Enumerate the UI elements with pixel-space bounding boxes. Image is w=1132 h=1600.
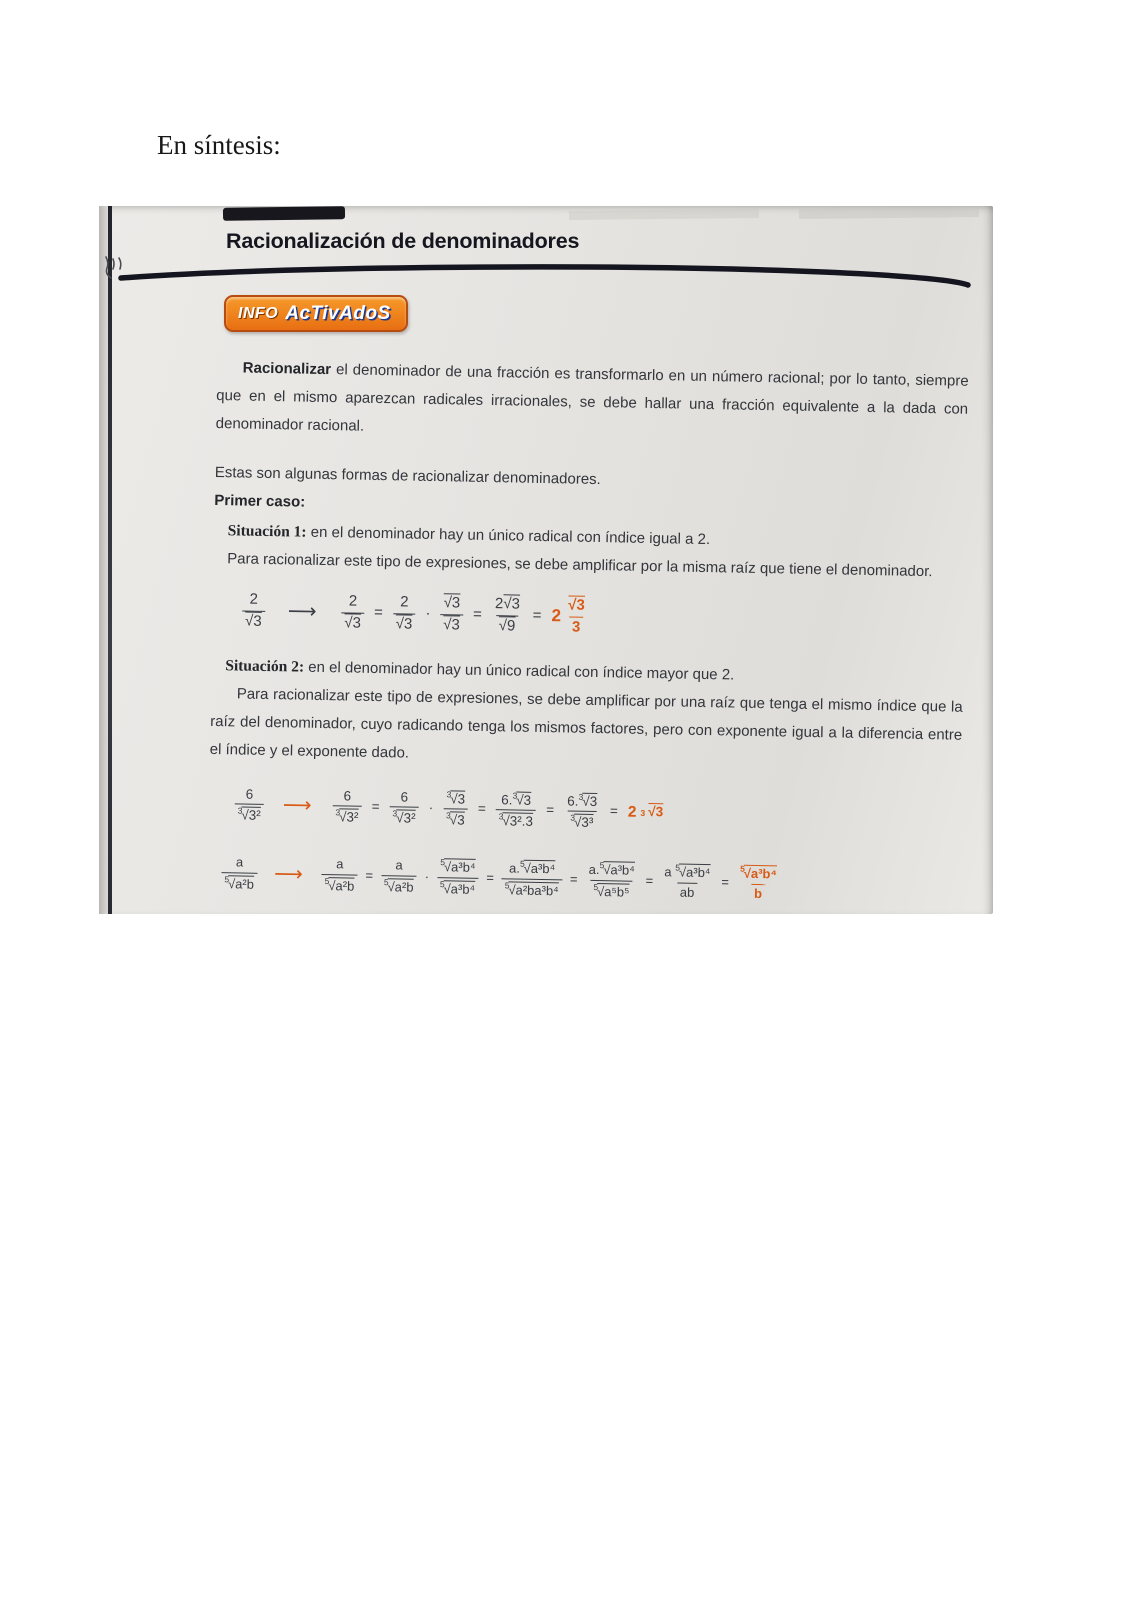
equals-sign: = (569, 871, 578, 887)
times-dot: · (428, 800, 434, 816)
numerator: 2 (249, 590, 259, 608)
divider-swoosh (117, 262, 975, 292)
fraction (381, 856, 417, 896)
root-index: 5 (504, 879, 510, 890)
numerator (492, 594, 523, 615)
denominator (496, 615, 519, 637)
numerator (564, 790, 600, 812)
radical: √3 (568, 596, 585, 614)
equals-sign: = (477, 801, 486, 817)
numerator (443, 788, 468, 809)
times-dot: · (424, 868, 430, 884)
fraction (392, 592, 415, 635)
scan-body (207, 354, 969, 907)
root-index: 5 (599, 860, 605, 871)
root-index: 3 (446, 788, 452, 799)
equals-sign: = (721, 874, 730, 890)
equals-sign: = (472, 605, 482, 623)
radical: √a⁵b⁵ (596, 883, 630, 900)
radical: √3 (648, 804, 664, 820)
fraction (234, 785, 264, 826)
root-index: 3 (570, 812, 576, 824)
fraction (661, 861, 714, 901)
root-index: 3 (446, 810, 451, 821)
denominator (389, 807, 419, 829)
math-row-situacion2-cuberoot (208, 783, 961, 840)
denominator (590, 879, 632, 901)
root-index: 5 (440, 857, 446, 868)
fraction (341, 591, 364, 634)
root-index: 5 (675, 862, 681, 873)
page-title: En síntesis: (157, 130, 281, 160)
root-index: 5 (383, 876, 389, 887)
root-index: 5 (224, 873, 230, 884)
fraction (491, 594, 523, 637)
radical: √3² (241, 807, 261, 824)
faded-header-smudge (799, 207, 979, 219)
radical: √3² (395, 810, 416, 827)
coefficient: a. (588, 862, 600, 878)
radical: √3 (516, 792, 532, 808)
denominator (341, 612, 364, 634)
fraction (443, 788, 468, 831)
radical: √3 (344, 614, 362, 632)
numerator (565, 595, 588, 616)
arrow-icon: ⟶ (273, 862, 304, 886)
root-index: 5 (439, 878, 445, 889)
denominator (242, 610, 265, 632)
fraction (332, 787, 362, 828)
section-title: Racionalización de denominadores (226, 229, 580, 253)
root-index: 3 (498, 811, 504, 822)
denominator: ab (677, 882, 698, 902)
coefficient: 2 (627, 803, 637, 821)
numerator: 2 (400, 593, 409, 611)
radical: √a³b⁴ (443, 859, 476, 876)
primer-caso-heading: Primer caso: (214, 491, 306, 511)
intro-text: el denominador de una fracción es transformarlo en un número racional; por lo tanto, siempre que en el mismo aparezcan radicales irracionales, se debe hallar una fracción equivalente a la dada con denominador racional. (215, 361, 969, 435)
situacion2-text: en el denominador hay un único radical con índice mayor que 2. (303, 658, 735, 684)
root-index: 5 (519, 858, 525, 869)
badge-info-label: INFO (238, 304, 279, 322)
numerator: a (336, 856, 344, 872)
equals-sign: = (645, 872, 654, 888)
numerator (506, 858, 558, 879)
radical: √a³b⁴ (523, 860, 556, 877)
root-index: 3 (335, 807, 341, 818)
numerator: 6 (400, 788, 409, 805)
radical: √a²b (227, 875, 255, 892)
radical: √3 (582, 793, 598, 809)
fraction (565, 595, 588, 638)
header-bar-fragment (223, 206, 345, 221)
radical: √a³b⁴ (443, 880, 476, 897)
radical: √a²b (328, 877, 355, 894)
radical: √3² (338, 809, 359, 826)
radical: √9 (498, 616, 516, 635)
fraction (440, 593, 463, 636)
situacion1-label: Situación 1: (227, 522, 307, 541)
badge-activados-label: AcTivAdoS (285, 302, 391, 324)
result-expression (551, 595, 588, 638)
denominator (440, 614, 463, 636)
denominator (321, 874, 357, 896)
radical: √3³ (573, 814, 594, 831)
fraction (389, 788, 419, 829)
radical: √3².3 (502, 813, 534, 830)
denominator: b (751, 883, 765, 903)
arrow-icon: ⟶ (282, 794, 312, 818)
root-index: 5 (593, 881, 599, 892)
numerator: a (395, 857, 403, 873)
numerator (440, 593, 463, 614)
radical: √3 (395, 615, 413, 633)
numerator: a (235, 854, 244, 870)
fraction (437, 856, 479, 898)
radical: √a²ba³b⁴ (508, 881, 559, 898)
radical: √a³b⁴ (743, 865, 778, 882)
root-index: 5 (324, 875, 330, 886)
radical: √3 (244, 612, 262, 630)
intro-paragraph (215, 354, 968, 452)
math-row-situacion1 (212, 589, 965, 645)
coefficient: 6. (501, 791, 513, 807)
coefficient: 2 (551, 605, 562, 626)
denominator (392, 613, 415, 635)
intro-lead-word: Racionalizar (242, 359, 332, 379)
radical: √a³b⁴ (678, 864, 711, 881)
denominator: 3 (569, 616, 584, 638)
coefficient: 2 (494, 595, 504, 613)
equals-sign: = (365, 867, 374, 883)
radical: √3 (443, 615, 460, 634)
equals-sign: = (609, 803, 619, 819)
situacion1-text: en el denominador hay un único radical con índice igual a 2. (306, 523, 711, 549)
fraction (737, 863, 781, 903)
radical: √3 (450, 790, 466, 807)
equals-sign: = (532, 606, 542, 624)
numerator (498, 789, 534, 811)
numerator: 6 (245, 786, 254, 802)
numerator: 2 (348, 592, 358, 610)
info-activados-badge (224, 295, 408, 332)
equals-sign: = (546, 802, 555, 818)
book-spine (108, 206, 112, 914)
textbook-scan (99, 206, 993, 914)
fraction (221, 853, 257, 893)
root-index: 3 (392, 808, 398, 819)
math-row-situacion2-fifthroot (207, 852, 960, 907)
denominator (221, 872, 257, 894)
fraction (564, 790, 601, 833)
numerator (737, 863, 780, 884)
radical: √3 (449, 812, 465, 828)
situacion1-note: Para racionalizar este tipo de expresiones, se debe amplificar por la misma raíz que tiene el denominador. (227, 550, 933, 581)
times-dot: · (425, 604, 431, 622)
coefficient: a (664, 864, 672, 880)
root-index: 3 (237, 805, 243, 816)
root-index: 3 (512, 789, 518, 801)
root-index: 3 (640, 807, 646, 818)
numerator (661, 861, 713, 882)
result-expression (628, 803, 664, 823)
forms-line: Estas son algunas formas de racionalizar denominadores. (214, 463, 601, 489)
equals-sign: = (371, 799, 380, 815)
fraction (242, 590, 265, 633)
radical: √a²b (387, 878, 414, 895)
coefficient: a. (508, 860, 521, 876)
arrow-icon: ⟶ (287, 600, 317, 623)
radical: √3 (443, 594, 461, 612)
denominator (443, 809, 468, 831)
coefficient: 6. (567, 792, 579, 809)
fraction (502, 858, 563, 901)
root-index: 5 (740, 863, 745, 875)
equals-sign: = (486, 869, 495, 886)
numerator (586, 859, 638, 880)
denominator (502, 878, 562, 900)
radical: √3 (503, 595, 521, 613)
equals-sign: = (373, 603, 384, 621)
denominator (381, 875, 417, 897)
denominator (437, 877, 479, 899)
denominator (567, 811, 597, 833)
numerator: 6 (343, 787, 352, 804)
situacion2-label: Situación 2: (225, 656, 305, 676)
root-index: 3 (578, 791, 584, 802)
fraction (321, 855, 357, 895)
fraction (495, 789, 536, 832)
radical: √a³b⁴ (603, 862, 635, 878)
result-expression (737, 863, 781, 903)
numerator (437, 856, 479, 877)
fraction (585, 859, 638, 901)
denominator (332, 806, 362, 828)
faded-header-smudge (569, 209, 759, 220)
denominator (495, 810, 536, 833)
denominator (234, 804, 264, 826)
situacion2-note: Para racionalizar este tipo de expresiones, se debe amplificar por una raíz que tenga el mismo índice que la raíz del denominador, cuyo radicando tenga los mismos factores, pero con exponente igual a la diferencia entre el índice y el exponente dado. (209, 684, 963, 762)
